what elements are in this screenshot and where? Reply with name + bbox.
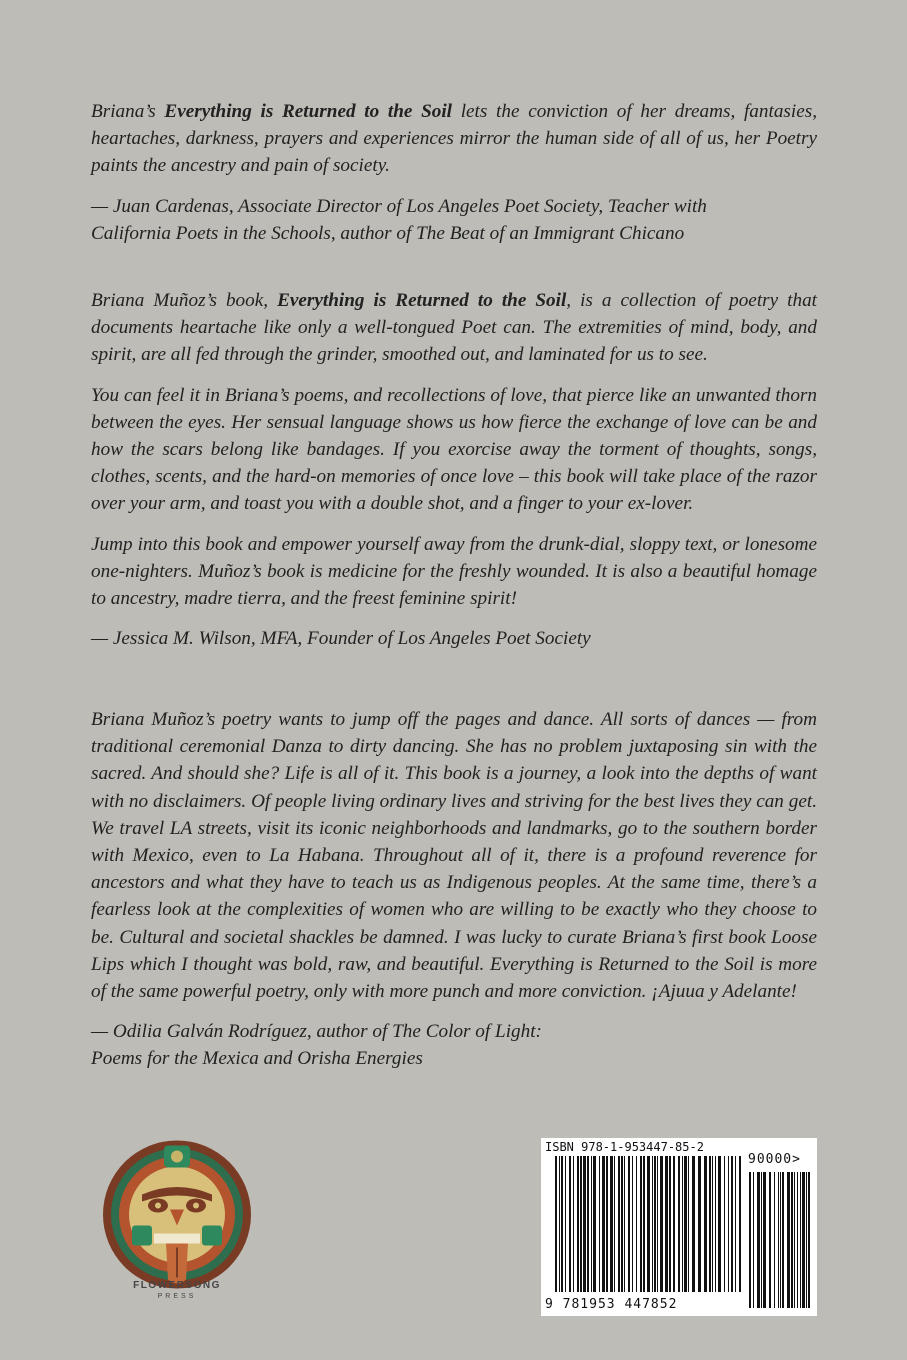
barcode-bar — [684, 1156, 687, 1292]
barcode-bar — [794, 1172, 795, 1308]
barcode-bar — [643, 1156, 645, 1292]
barcode-bar — [606, 1156, 608, 1292]
publisher-name: FLOWERSONG PRESS — [133, 1280, 221, 1300]
barcode-bar — [561, 1156, 563, 1292]
barcode-bar — [678, 1156, 680, 1292]
barcode-bar — [724, 1156, 725, 1292]
barcode-bar — [800, 1172, 801, 1308]
barcode-bar — [728, 1156, 729, 1292]
barcode-bar — [735, 1156, 736, 1292]
barcode-bar — [587, 1156, 589, 1292]
barcode-bar — [593, 1156, 596, 1292]
barcode-bar — [718, 1156, 721, 1292]
blurb-text: Briana Muñoz’s book, Everything is Returned to the Soil, is a collection of poetry that documents heartache like only a well-tongued Poet can. The extremities of mind, body, and spirit, are all fed through the grinder, smoothed out, and laminated for us to see. — [91, 290, 817, 366]
barcode-bar — [573, 1156, 574, 1292]
book-title: Everything is Returned to the Soil — [164, 101, 453, 122]
blurb-juan-cardenas — [91, 98, 817, 260]
barcode-bar — [808, 1172, 810, 1308]
barcode-bar — [559, 1156, 560, 1292]
barcode-bar — [654, 1156, 656, 1292]
barcode-bar — [632, 1156, 633, 1292]
barcode-bar — [698, 1156, 701, 1292]
barcode-bar — [660, 1156, 663, 1292]
barcode-bar — [624, 1156, 625, 1292]
barcode-bar — [731, 1156, 733, 1292]
blurb-odilia-galvan — [91, 706, 817, 1086]
ean-digits: 9 781953 447852 — [545, 1297, 678, 1312]
barcode-bar — [610, 1156, 613, 1292]
barcode-bar — [709, 1156, 711, 1292]
barcode-bar — [712, 1156, 713, 1292]
barcode-bar — [669, 1156, 671, 1292]
barcode-bar — [757, 1172, 760, 1308]
attribution: — Jessica M. Wilson, MFA, Founder of Los Angeles Poet Society — [91, 628, 591, 650]
barcode-bar — [780, 1172, 781, 1308]
barcode-bar — [599, 1156, 600, 1292]
barcode-bar — [614, 1156, 615, 1292]
blurb-jessica-wilson — [91, 287, 817, 665]
barcode-bar — [636, 1156, 637, 1292]
barcode-bar — [688, 1156, 689, 1292]
barcode-bar — [739, 1156, 741, 1292]
barcode-bar — [665, 1156, 668, 1292]
barcode-bar — [673, 1156, 675, 1292]
barcode-bar — [618, 1156, 620, 1292]
blurb-text: Briana’s Everything is Returned to the Soil lets the conviction of her dreams, fantasies, heartaches, darkness, prayers and experiences mirror the human side of all of us, her Poetry paints the ancestry and pain of society. — [91, 101, 817, 177]
barcode-bar — [692, 1156, 695, 1292]
barcode-bar — [602, 1156, 605, 1292]
barcode-bar — [774, 1172, 775, 1308]
barcode-bar — [580, 1156, 582, 1292]
isbn-barcode — [541, 1138, 817, 1316]
barcode-bar — [577, 1156, 579, 1292]
barcode-bar — [715, 1156, 716, 1292]
blurb-text: Briana Muñoz’s poetry wants to jump off the pages and dance. All sorts of dances — from traditional ceremonial Danza to dirty dancing. She has no problem juxtaposing sin with the sacred. And should she? Life is all of it. This book is a journey, a look into the depths of want with no disclaimers. Of people living ordinary lives and striving for the best lives they can get. We travel LA streets, visit its iconic neighborhoods and landmarks, go to the southern border with Mexico, even to La Habana. Throughout all of it, there is a profound reverence for ancestors and what they have to teach us as Indigenous peoples. At the same time, there’s a fearless look at the complexities of women who are willing to be exactly who they choose to be. Cultural and societal shackles be damned. I was lucky to curate Briana’s first book Loose Lips which I thought was bold, raw, and beautiful. Everything is Returned to the Soil is more of the same powerful poetry, only with more punch and more conviction. ¡Ajuua y Adelante! — [91, 709, 817, 1003]
barcode-bar — [704, 1156, 707, 1292]
barcode-bar — [621, 1156, 623, 1292]
barcode-bar — [583, 1156, 586, 1292]
barcode-bar — [657, 1156, 658, 1292]
barcode-bar — [652, 1156, 653, 1292]
addon-digits: 90000> — [748, 1152, 801, 1167]
barcode-bar — [753, 1172, 754, 1308]
barcode-bar — [682, 1156, 683, 1292]
book-title: Everything is Returned to the Soil — [277, 290, 567, 311]
barcode-bar — [802, 1172, 805, 1308]
barcode-bar — [761, 1172, 762, 1308]
blurb-text-3: Jump into this book and empower yourself away from the drunk-dial, sloppy text, or lonesome one-nighters. Muñoz’s book is medicine for the freshly wounded. It is also a beautiful homage to ancestry, madre tierra, and the freest feminine spirit! — [91, 533, 817, 610]
attribution: — Juan Cardenas, Associate Director of Los Angeles Poet Society, Teacher with California Poets in the Schools, author of The Beat of an Immigrant Chicano — [91, 195, 707, 244]
barcode-bar — [763, 1172, 766, 1308]
barcode-bar — [640, 1156, 642, 1292]
barcode-bar — [778, 1172, 779, 1308]
isbn-label: ISBN 978-1-953447-85-2 — [545, 1140, 704, 1154]
barcode-bar — [591, 1156, 592, 1292]
attribution: — Odilia Galván Rodríguez, author of The Color of Light: Poems for the Mexica and Orisha Energies — [91, 1021, 542, 1070]
barcode-bar — [628, 1156, 630, 1292]
barcode-bar — [555, 1156, 557, 1292]
barcode-bar — [797, 1172, 798, 1308]
blurb-text-2: You can feel it in Briana’s poems, and recollections of love, that pierce like an unwanted thorn between the eyes. Her sensual language shows us how fierce the exchange of love can be and how the scars belong like bandages. If you exorcise away the torment of thoughts, songs, clothes, scents, and the hard-on memories of once love – this book will take place of the razor over your arm, and toast you with a double shot, and a finger to your ex-lover. — [91, 384, 817, 515]
barcode-bar — [569, 1156, 571, 1292]
barcode-bar — [806, 1172, 807, 1308]
barcode-bar — [769, 1172, 771, 1308]
barcode-bar — [791, 1172, 793, 1308]
barcode-bar — [565, 1156, 566, 1292]
barcode-bar — [647, 1156, 650, 1292]
barcode-bar — [749, 1172, 751, 1308]
barcode-bar — [782, 1172, 784, 1308]
barcode-bar — [787, 1172, 790, 1308]
